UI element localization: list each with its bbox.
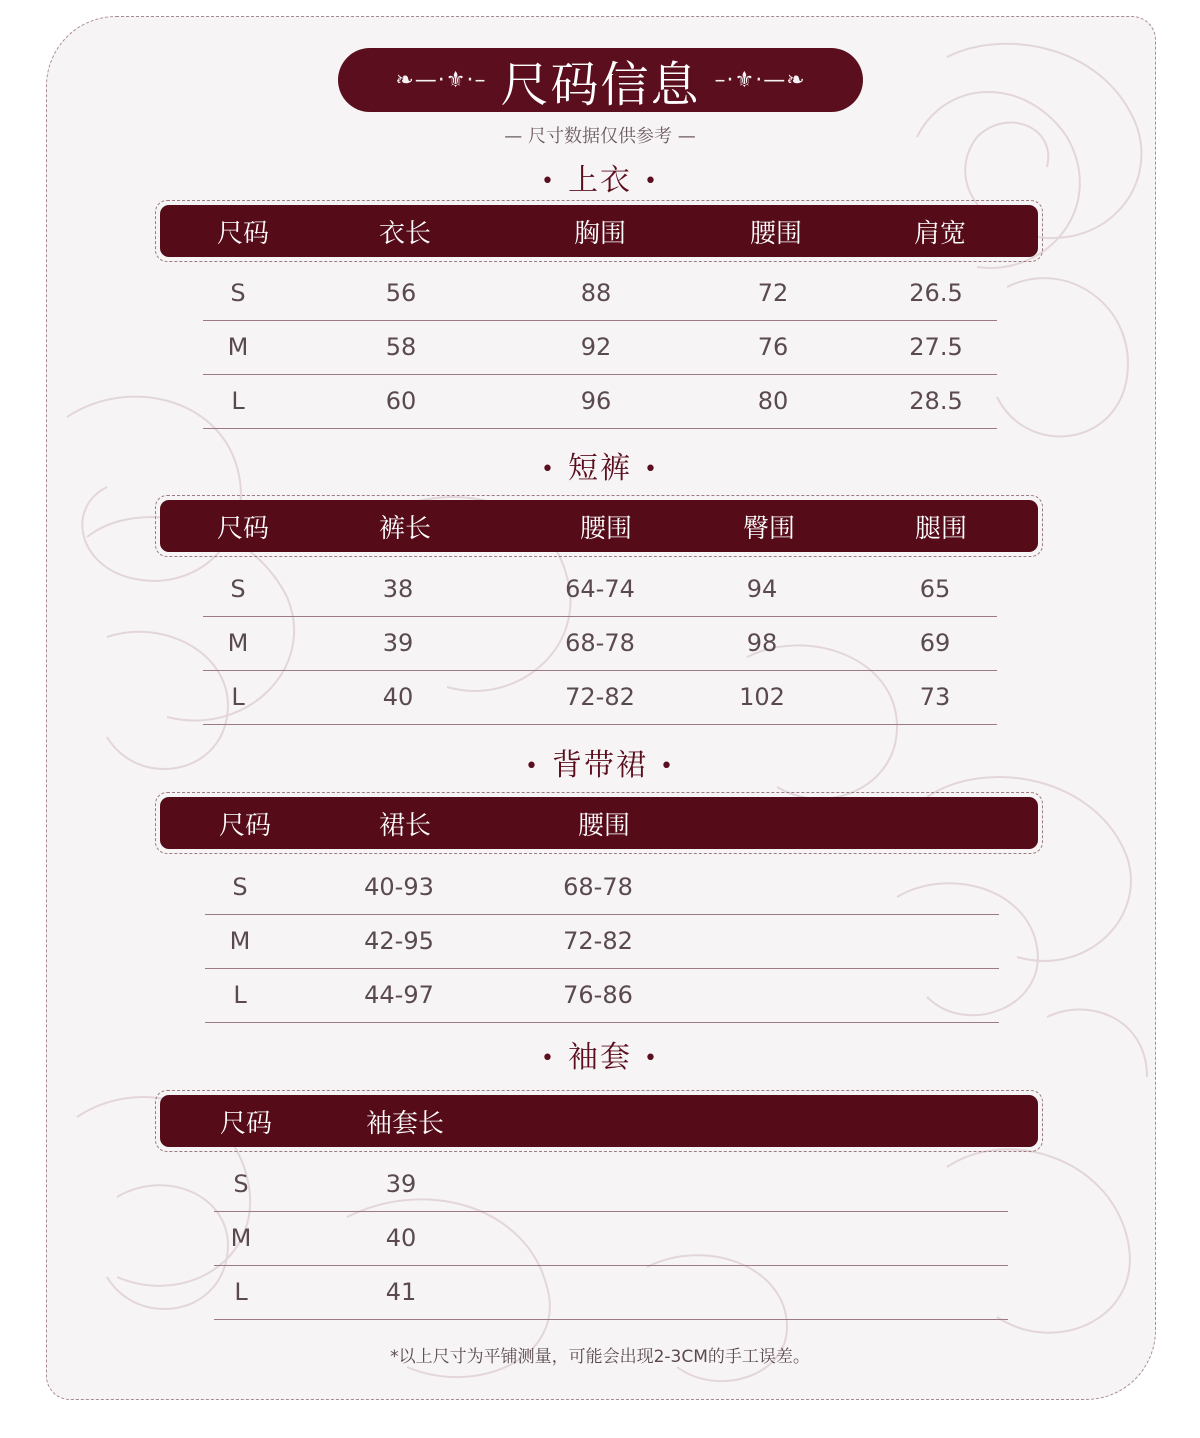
table-header — [155, 495, 1043, 557]
bullet-dot-icon: • — [541, 169, 556, 194]
section-title — [0, 1032, 1200, 1076]
section-title-text: 背带裙 — [552, 748, 648, 783]
measurement-value: 92 — [580, 333, 612, 361]
measurement-value: 68-78 — [565, 629, 635, 657]
section-title-text: 袖套 — [568, 1040, 632, 1075]
section-title — [0, 443, 1200, 487]
bullet-dot-icon: • — [644, 1046, 659, 1071]
table-row — [203, 374, 997, 429]
size-label: S — [230, 575, 246, 603]
table-row — [203, 320, 997, 375]
measurement-value: 28.5 — [909, 387, 963, 415]
table-row — [214, 1265, 1008, 1320]
table-header-bar — [160, 205, 1038, 257]
section-title — [0, 155, 1200, 199]
column-header: 裤长 — [378, 513, 432, 544]
measurement-value: 56 — [385, 279, 417, 307]
table-row — [203, 266, 997, 321]
measurement-value: 72-82 — [563, 927, 633, 955]
footnote: *以上尺寸为平铺测量，可能会出现2-3CM的手工误差。 — [390, 1347, 810, 1367]
measurement-value: 38 — [382, 575, 414, 603]
measurement-value: 42-95 — [364, 927, 434, 955]
size-label: S — [230, 279, 246, 307]
column-header: 腰围 — [749, 218, 803, 249]
measurement-value: 102 — [739, 683, 785, 711]
title-right-ornament: –·⚜·—❧ — [714, 67, 806, 93]
measurement-value: 40 — [385, 1224, 417, 1252]
section-title-text: 上衣 — [568, 163, 632, 198]
title-left-ornament: ❧—·⚜·– — [395, 67, 487, 93]
bullet-dot-icon: • — [644, 169, 659, 194]
bullet-dot-icon: • — [541, 457, 556, 482]
table-header-bar — [160, 797, 1038, 849]
measurement-value: 26.5 — [909, 279, 963, 307]
measurement-value: 73 — [919, 683, 951, 711]
table-header-bar — [160, 1095, 1038, 1147]
column-header: 尺码 — [216, 218, 270, 249]
table-row — [203, 670, 997, 725]
table-row — [214, 1211, 1008, 1266]
measurement-value: 69 — [919, 629, 951, 657]
column-header: 腰围 — [577, 810, 631, 841]
measurement-value: 76-86 — [563, 981, 633, 1009]
bullet-dot-icon: • — [525, 754, 540, 779]
page-title: 尺码信息 — [500, 56, 701, 113]
size-label: L — [231, 387, 245, 415]
column-header: 胸围 — [573, 218, 627, 249]
measurement-value: 44-97 — [364, 981, 434, 1009]
size-label: L — [233, 981, 247, 1009]
table-row — [205, 968, 999, 1023]
section-title — [0, 740, 1200, 784]
table-row — [214, 1157, 1008, 1212]
column-header: 袖套长 — [365, 1108, 445, 1139]
table-header — [155, 1090, 1043, 1152]
measurement-value: 96 — [580, 387, 612, 415]
measurement-value: 98 — [746, 629, 778, 657]
measurement-value: 27.5 — [909, 333, 963, 361]
table-row — [203, 562, 997, 617]
column-header: 尺码 — [216, 513, 270, 544]
measurement-value: 72 — [757, 279, 789, 307]
page-title-banner — [338, 48, 863, 112]
bullet-dot-icon: • — [660, 754, 675, 779]
bullet-dot-icon: • — [541, 1046, 556, 1071]
bullet-dot-icon: • — [644, 457, 659, 482]
measurement-value: 58 — [385, 333, 417, 361]
measurement-value: 39 — [382, 629, 414, 657]
measurement-value: 41 — [385, 1278, 417, 1306]
measurement-value: 65 — [919, 575, 951, 603]
measurement-value: 40-93 — [364, 873, 434, 901]
size-label: M — [229, 927, 251, 955]
size-label: M — [227, 629, 249, 657]
measurement-value: 40 — [382, 683, 414, 711]
table-header — [155, 200, 1043, 262]
column-header: 衣长 — [378, 218, 432, 249]
size-label: L — [231, 683, 245, 711]
measurement-value: 76 — [757, 333, 789, 361]
column-header: 尺码 — [219, 1108, 273, 1139]
measurement-value: 64-74 — [565, 575, 635, 603]
section-title-text: 短裤 — [568, 451, 632, 486]
table-header-bar — [160, 500, 1038, 552]
column-header: 腰围 — [579, 513, 633, 544]
column-header: 肩宽 — [913, 218, 967, 249]
table-row — [205, 914, 999, 969]
measurement-value: 94 — [746, 575, 778, 603]
measurement-value: 68-78 — [563, 873, 633, 901]
column-header: 臀围 — [742, 513, 796, 544]
column-header: 裙长 — [378, 810, 432, 841]
size-label: S — [232, 873, 248, 901]
measurement-value: 88 — [580, 279, 612, 307]
table-header — [155, 792, 1043, 854]
table-row — [205, 860, 999, 915]
column-header: 腿围 — [914, 513, 968, 544]
measurement-value: 72-82 — [565, 683, 635, 711]
page-subtitle: — 尺寸数据仅供参考 — — [504, 126, 696, 147]
size-label: S — [233, 1170, 249, 1198]
table-row — [203, 616, 997, 671]
measurement-value: 60 — [385, 387, 417, 415]
measurement-value: 39 — [385, 1170, 417, 1198]
size-label: M — [230, 1224, 252, 1252]
column-header: 尺码 — [218, 810, 272, 841]
size-label: L — [234, 1278, 248, 1306]
size-label: M — [227, 333, 249, 361]
measurement-value: 80 — [757, 387, 789, 415]
